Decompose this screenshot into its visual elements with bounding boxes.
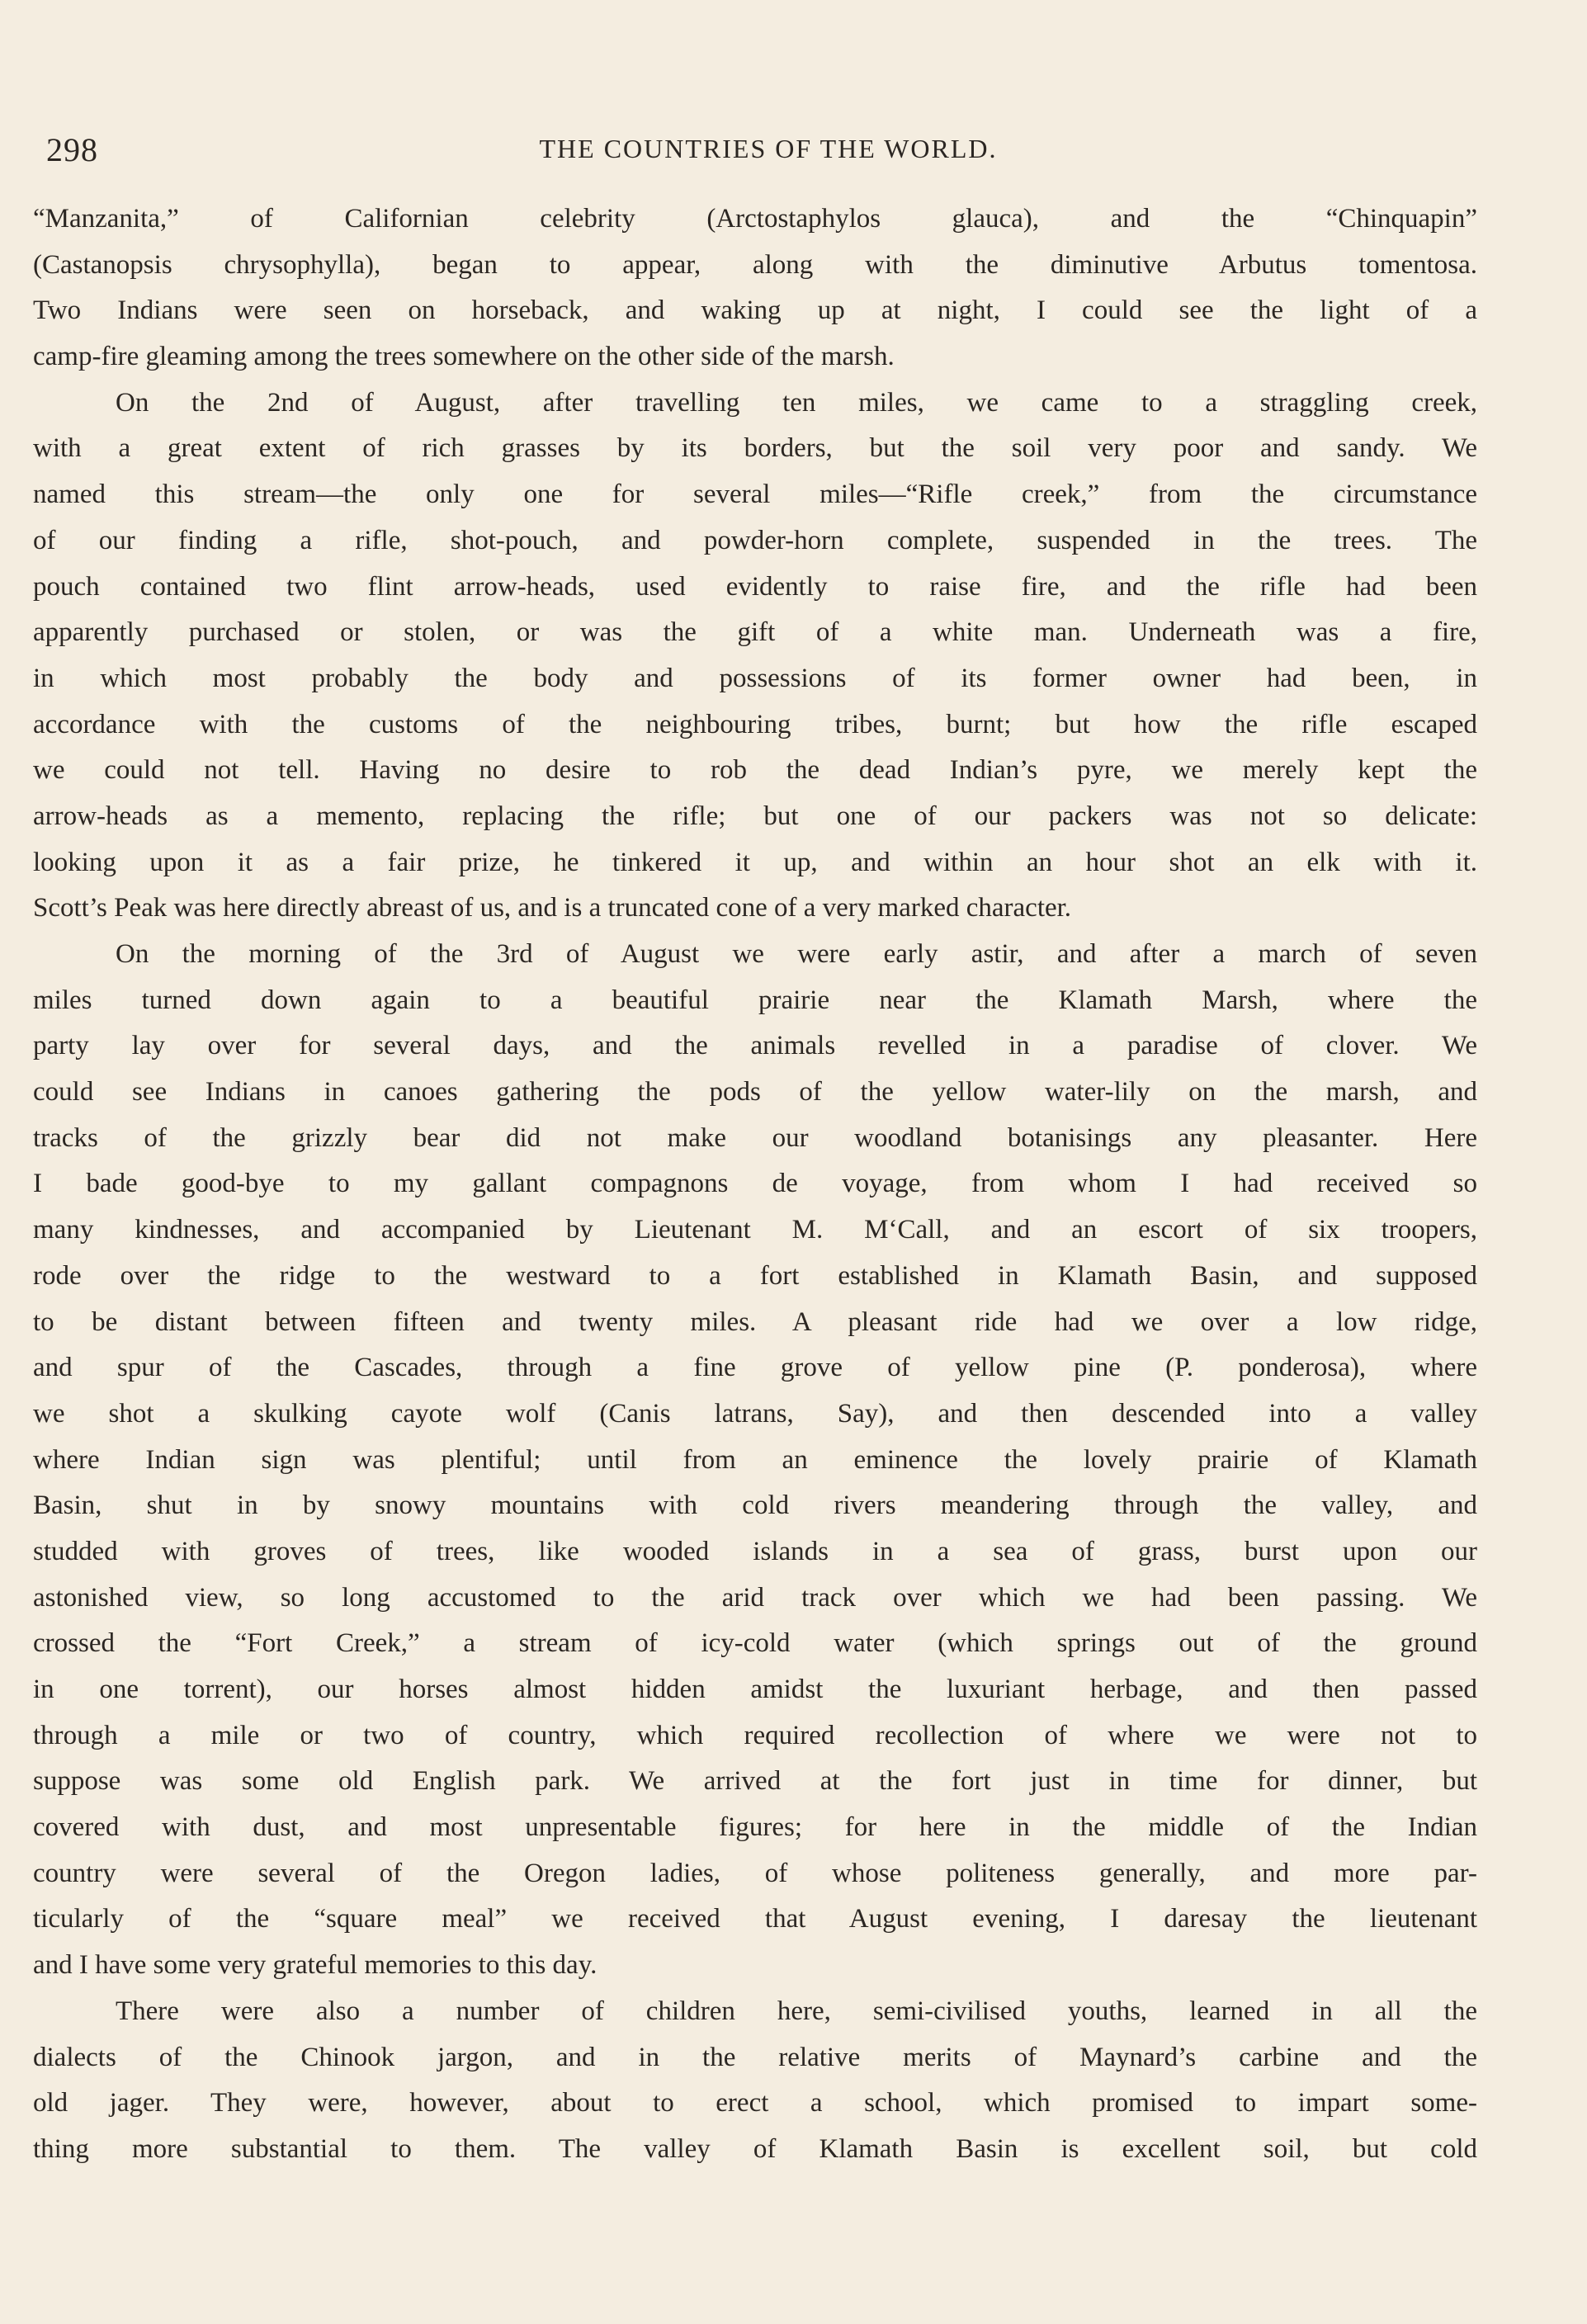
- text-line: many kindnesses, and accompanied by Lieutenant M. M‘Call, and an escort of six troopers,: [33, 1215, 1477, 1245]
- text-line: camp-fire gleaming among the trees somewhere on the other side of the marsh.: [33, 342, 895, 372]
- text-line: could see Indians in canoes gathering the pods of the yellow water-lily on the marsh, and: [33, 1077, 1477, 1108]
- text-line: covered with dust, and most unpresentable figures; for here in the middle of the Indian: [33, 1812, 1477, 1843]
- text-line: we shot a skulking cayote wolf (Canis latrans, Say), and then descended into a valley: [33, 1398, 1477, 1429]
- text-line: thing more substantial to them. The valley of Klamath Basin is excellent soil, but cold: [33, 2133, 1477, 2164]
- text-line: astonished view, so long accustomed to the arid track over which we had been passing. We: [33, 1582, 1477, 1613]
- text-line: where Indian sign was plentiful; until from an eminence the lovely prairie of Klamath: [33, 1444, 1477, 1475]
- text-line: Two Indians were seen on horseback, and waking up at night, I could see the light of a: [33, 295, 1477, 326]
- text-line: On the morning of the 3rd of August we were early astir, and after a march of seven: [116, 939, 1477, 969]
- text-line: accordance with the customs of the neighbouring tribes, burnt; but how the rifle escaped: [33, 709, 1477, 739]
- text-line: dialects of the Chinook jargon, and in the relative merits of Maynard’s carbine and the: [33, 2042, 1477, 2072]
- text-line: On the 2nd of August, after travelling ten miles, we came to a straggling creek,: [116, 387, 1477, 418]
- text-line: of our finding a rifle, shot-pouch, and powder-horn complete, suspended in the trees. The: [33, 525, 1477, 555]
- text-line: miles turned down again to a beautiful prairie near the Klamath Marsh, where the: [33, 985, 1477, 1015]
- text-line: apparently purchased or stolen, or was the gift of a white man. Underneath was a fire,: [33, 617, 1477, 648]
- body-text: [33, 196, 1477, 2173]
- page-header: [46, 130, 1490, 173]
- text-line: to be distant between fifteen and twenty miles. A pleasant ride had we over a low ridge,: [33, 1306, 1477, 1337]
- text-line: looking upon it as a fair prize, he tinkered it up, and within an hour shot an elk with it.: [33, 847, 1477, 877]
- page-number: 298: [46, 131, 98, 168]
- text-line: with a great extent of rich grasses by its borders, but the soil very poor and sandy. We: [33, 433, 1477, 464]
- text-line: arrow-heads as a memento, replacing the rifle; but one of our packers was not so delicate:: [33, 801, 1477, 831]
- text-line: There were also a number of children here, semi-civilised youths, learned in all the: [116, 1996, 1477, 2026]
- text-line: in one torrent), our horses almost hidden amidst the luxuriant herbage, and then passed: [33, 1675, 1477, 1704]
- text-line: Basin, shut in by snowy mountains with cold rivers meandering through the valley, and: [33, 1490, 1477, 1521]
- text-line: pouch contained two flint arrow-heads, used evidently to raise fire, and the rifle had been: [33, 571, 1477, 602]
- text-line: and I have some very grateful memories to this day.: [33, 1950, 597, 1981]
- text-line: country were several of the Oregon ladies, of whose politeness generally, and more par-: [33, 1858, 1477, 1888]
- text-line: in which most probably the body and possessions of its former owner had been, in: [33, 663, 1477, 693]
- running-head: THE COUNTRIES OF THE WORLD.: [539, 134, 998, 163]
- text-line: ticularly of the “square meal” we received that August evening, I daresay the lieutenant: [33, 1904, 1477, 1934]
- text-line: crossed the “Fort Creek,” a stream of icy-cold water (which springs out of the ground: [33, 1628, 1477, 1659]
- text-line: I bade good-bye to my gallant compagnons de voyage, from whom I had received so: [33, 1169, 1477, 1199]
- text-line: tracks of the grizzly bear did not make our woodland botanisings any pleasanter. Here: [33, 1122, 1477, 1153]
- text-line: (Castanopsis chrysophylla), began to appear, along with the diminutive Arbutus tomentosa.: [33, 249, 1477, 280]
- text-line: Scott’s Peak was here directly abreast of us, and is a truncated cone of a very marked character.: [33, 893, 1072, 923]
- text-line: rode over the ridge to the westward to a fort established in Klamath Basin, and supposed: [33, 1260, 1477, 1291]
- text-line: we could not tell. Having no desire to rob the dead Indian’s pyre, we merely kept the: [33, 755, 1477, 786]
- text-line: party lay over for several days, and the animals revelled in a paradise of clover. We: [33, 1031, 1477, 1061]
- text-line: named this stream—the only one for several miles—“Rifle creek,” from the circumstance: [33, 479, 1477, 510]
- text-line: studded with groves of trees, like wooded islands in a sea of grass, burst upon our: [33, 1536, 1477, 1566]
- text-line: suppose was some old English park. We arrived at the fort just in time for dinner, but: [33, 1766, 1477, 1797]
- text-line: old jager. They were, however, about to erect a school, which promised to impart some-: [33, 2088, 1477, 2119]
- text-line: and spur of the Cascades, through a fine grove of yellow pine (P. ponderosa), where: [33, 1353, 1477, 1383]
- text-line: through a mile or two of country, which required recollection of where we were not to: [33, 1720, 1477, 1750]
- text-line: “Manzanita,” of Californian celebrity (Arctostaphylos glauca), and the “Chinquapin”: [33, 204, 1477, 234]
